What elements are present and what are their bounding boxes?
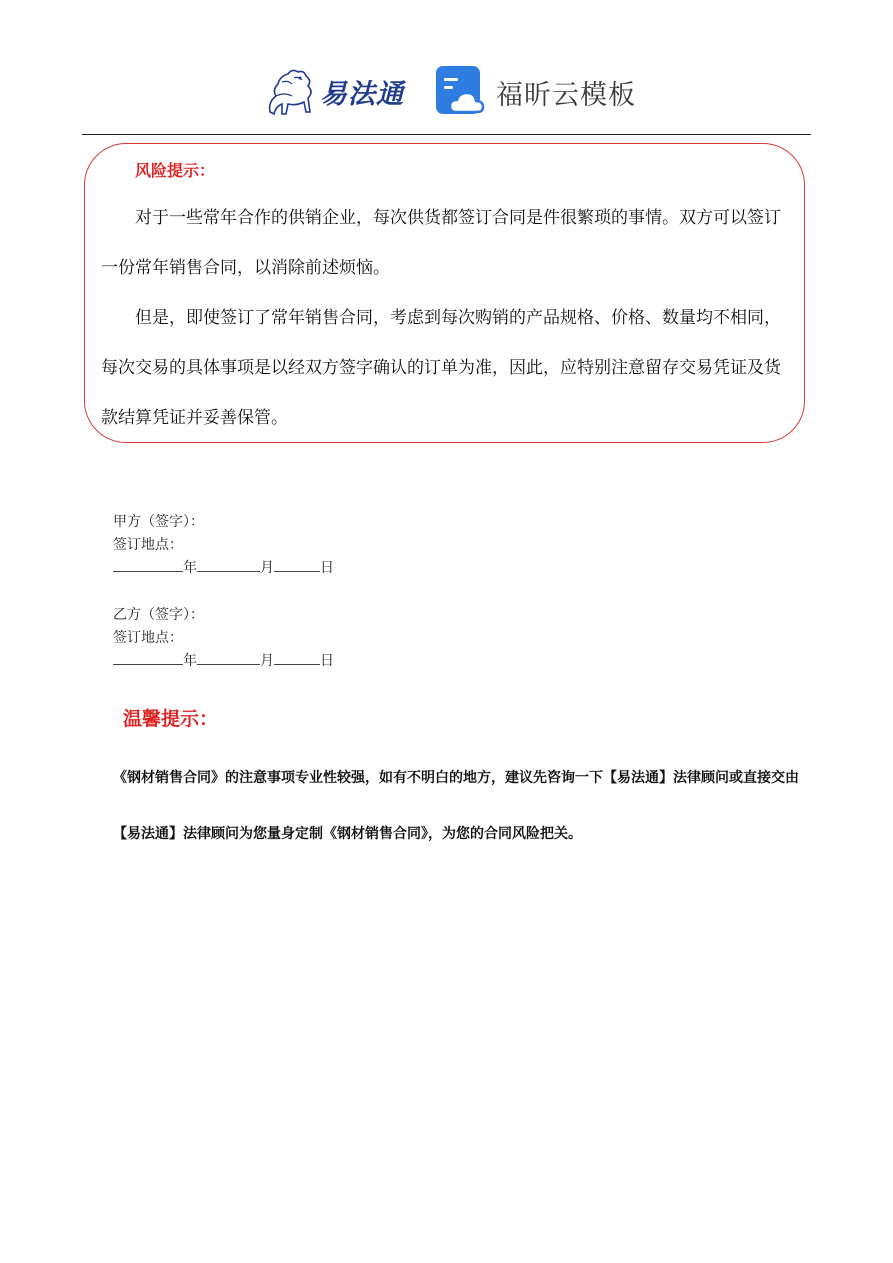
logo2-text: 福昕云模板 <box>496 80 636 111</box>
year-blank <box>113 650 183 665</box>
risk-paragraph-1-text: 对于一些常年合作的供销企业，每次供货都签订合同是件很繁琐的事情。双方可以签订一份常年销售合同，以消除前述烦恼。 <box>101 208 781 278</box>
day-label: 日 <box>320 653 334 669</box>
party-a-date-line <box>113 557 334 580</box>
year-label: 年 <box>183 653 197 669</box>
risk-paragraph-1 <box>101 193 781 293</box>
risk-paragraph-2-text: 但是，即使签订了常年销售合同，考虑到每次购销的产品规格、价格、数量均不相同，每次交易的具体事项是以经双方签字确认的订单为准，因此，应特别注意留存交易凭证及货款结算凭证并妥善保管。 <box>101 308 781 428</box>
year-label: 年 <box>183 560 197 576</box>
month-blank <box>197 650 260 665</box>
party-b-place-label: 签订地点： <box>113 630 183 646</box>
month-blank <box>197 557 260 572</box>
year-blank <box>113 557 183 572</box>
party-b-date-line <box>113 650 334 673</box>
header-divider <box>82 134 811 135</box>
qilin-icon <box>262 62 322 120</box>
foxit-cloud-icon <box>436 66 486 116</box>
warm-tip-text: 《钢材销售合同》的注意事项专业性较强，如有不明白的地方，建议先咨询一下【易法通】法律顾问或直接交由【易法通】法律顾问为您量身定制《钢材销售合同》，为您的合同风险把关。 <box>113 770 799 842</box>
party-b-label: 乙方（签字）： <box>113 607 204 623</box>
risk-paragraph-2 <box>101 293 781 443</box>
party-a-place-label: 签订地点： <box>113 537 183 553</box>
risk-title: 风险提示： <box>135 161 216 180</box>
yifatong-logo <box>262 62 412 120</box>
page-header <box>0 58 893 128</box>
party-b-signature-block <box>113 604 334 673</box>
month-label: 月 <box>260 653 274 669</box>
warm-tip-title: 温馨提示： <box>123 708 219 730</box>
logo1-text: 易法通 <box>320 79 404 110</box>
day-blank <box>274 557 320 572</box>
day-blank <box>274 650 320 665</box>
day-label: 日 <box>320 560 334 576</box>
party-a-label: 甲方（签字）： <box>113 514 204 530</box>
month-label: 月 <box>260 560 274 576</box>
party-a-signature-block <box>113 511 334 580</box>
